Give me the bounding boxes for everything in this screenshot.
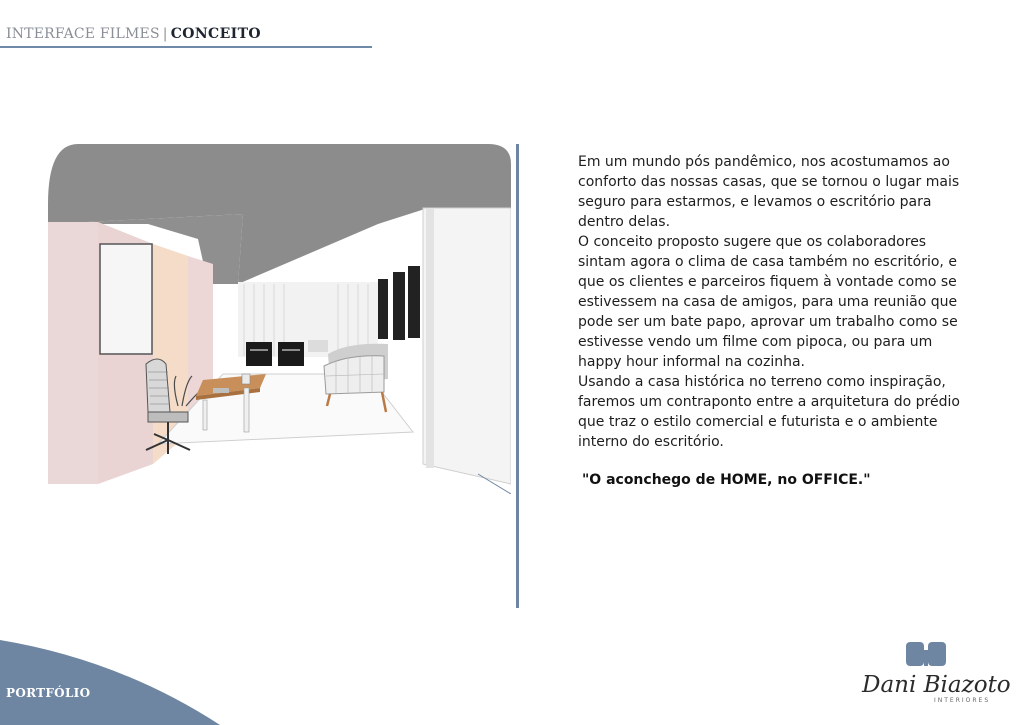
paragraph-intro: Em um mundo pós pandêmico, nos acostumamos ao conforto das nossas casas, que se tornou o lugar mais seguro para estarmos, e levamos o escritório para dentro delas. (578, 154, 960, 230)
vertical-divider (516, 144, 519, 608)
portfolio-label: PORTFÓLIO (6, 686, 91, 700)
paragraph-concept: O conceito proposto sugere que os colaboradores sintam agora o clima de casa também no escritório, e que os clientes e parceiros fiquem à vontade como se estivessem na casa de amigos, para uma reunião que pode ser um bate papo, aprovar um trabalho como se estivesse vendo um filme com pipoca, ou para um happy hour informal na cozinha. (578, 234, 958, 370)
header-separator: | (162, 26, 168, 42)
logo-name: Dani Biazoto (862, 672, 1011, 698)
header-underline (0, 46, 372, 48)
concept-description (578, 152, 978, 452)
section-name: INTERFACE FILMES (6, 26, 160, 42)
paragraph-inspiration: Usando a casa histórica no terreno como inspiração, faremos um contraponto entre a arquitetura do prédio que traz o estilo comercial e futurista e o ambiente interno do escritório. (578, 374, 960, 450)
page-title: CONCEITO (170, 26, 261, 42)
concept-quote: "O aconchego de HOME, no OFFICE." (582, 472, 871, 488)
page-header (6, 26, 261, 42)
corner-decoration (0, 620, 230, 725)
logo-icon (906, 640, 948, 668)
logo-subtitle: INTERIORES (934, 697, 991, 704)
office-interior-render (48, 144, 511, 494)
